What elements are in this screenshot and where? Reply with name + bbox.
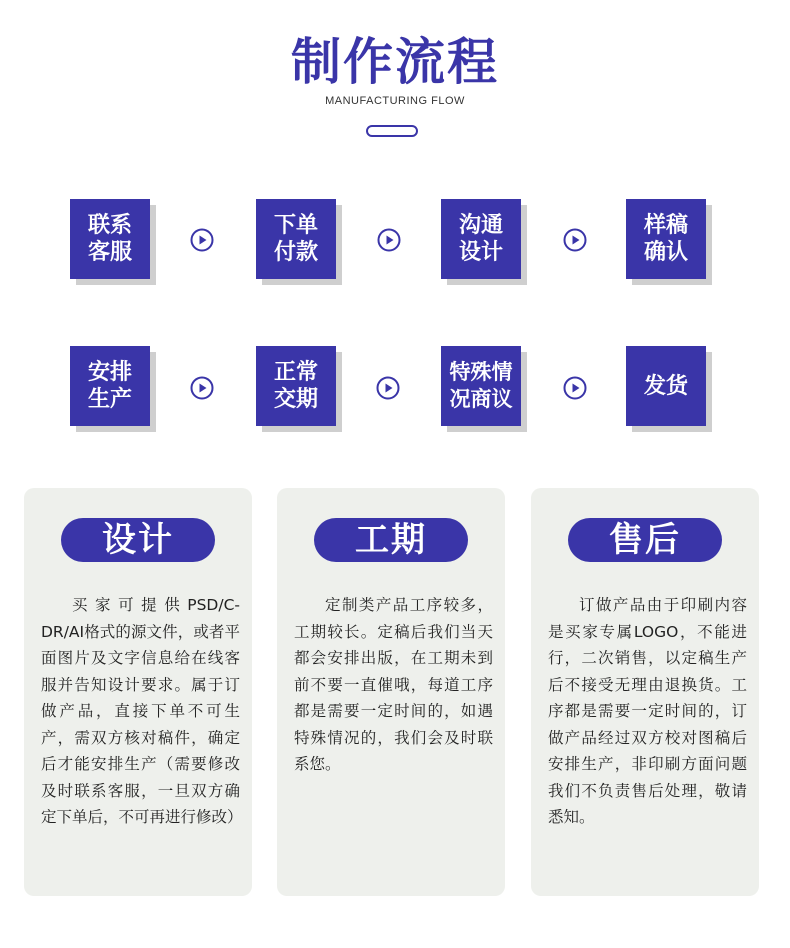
step-normal-delivery bbox=[256, 346, 336, 426]
step-contact-service bbox=[70, 199, 150, 279]
card-text: 定制类产品工序较多，工期较长。定稿后我们当天都会安排出版，在工期未到前不要一直催哦，每道工序都是需要一定时间的，如遇特殊情况的，我们会及时联系您。 bbox=[294, 596, 493, 773]
play-circle-icon bbox=[563, 376, 587, 400]
card-lead-time bbox=[277, 488, 505, 896]
card-design bbox=[24, 488, 252, 896]
card-title: 设计 bbox=[61, 518, 215, 562]
step-label: 特殊情 况商议 bbox=[441, 346, 521, 426]
card-text: 订做产品由于印刷内容是买家专属LOGO，不能进行，二次销售，以定稿生产后不接受无理由退换货。工序都是需要一定时间的，订做产品经过双方校对图稿后安排生产，非印刷方面问题我们不负责售后处理，敬请悉知。 bbox=[548, 596, 747, 826]
card-title: 售后 bbox=[568, 518, 722, 562]
decorative-pill bbox=[366, 125, 418, 137]
play-circle-icon bbox=[190, 376, 214, 400]
step-label: 联系 客服 bbox=[70, 199, 150, 279]
card-after-sales bbox=[531, 488, 759, 896]
card-title: 工期 bbox=[314, 518, 468, 562]
play-circle-icon bbox=[190, 228, 214, 252]
step-label: 发货 bbox=[626, 346, 706, 426]
card-text: 买家可提供PSD/C-DR/AI格式的源文件，或者平面图片及文字信息给在线客服并告知设计要求。属于订做产品，直接下单不可生产，需双方核对稿件，确定后才能安排生产（需要修改及时联系客服，一旦双方确定下单后，不可再进行修改） bbox=[41, 596, 243, 826]
page-subtitle: MANUFACTURING FLOW bbox=[325, 95, 465, 107]
page-title: 制作流程 bbox=[291, 33, 499, 91]
step-label: 下单 付款 bbox=[256, 199, 336, 279]
step-label: 样稿 确认 bbox=[626, 199, 706, 279]
step-label: 安排 生产 bbox=[70, 346, 150, 426]
step-shipping bbox=[626, 346, 706, 426]
play-circle-icon bbox=[376, 376, 400, 400]
step-communicate-design bbox=[441, 199, 521, 279]
step-label: 正常 交期 bbox=[256, 346, 336, 426]
step-sample-confirm bbox=[626, 199, 706, 279]
step-label: 沟通 设计 bbox=[441, 199, 521, 279]
play-circle-icon bbox=[377, 228, 401, 252]
step-special-negotiation bbox=[441, 346, 521, 426]
step-arrange-production bbox=[70, 346, 150, 426]
step-order-pay bbox=[256, 199, 336, 279]
play-circle-icon bbox=[563, 228, 587, 252]
